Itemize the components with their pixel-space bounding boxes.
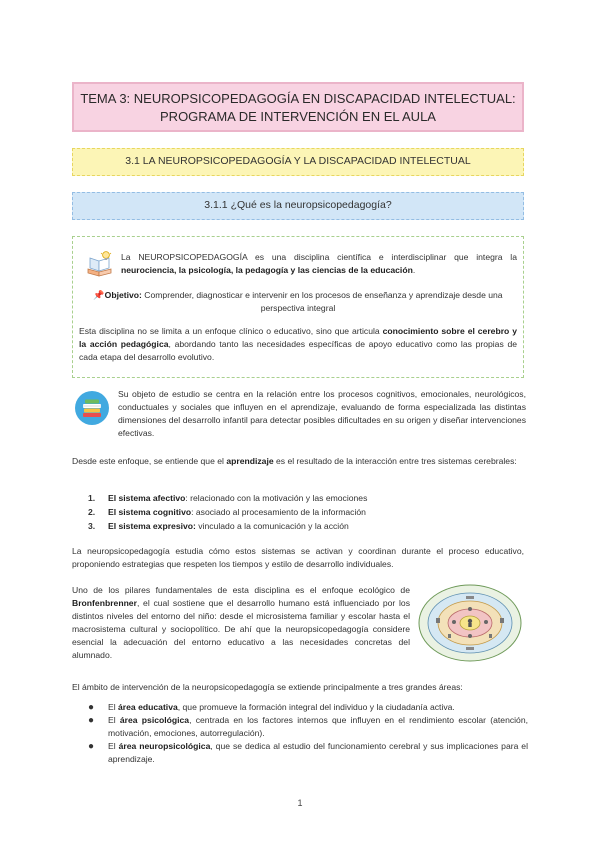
chapter-title-line1: TEMA 3: NEUROPSICOPEDAGOGÍA EN DISCAPACIDAD INTELECTUAL: xyxy=(80,91,516,106)
page-number: 1 xyxy=(297,798,303,808)
definition-text: La NEUROPSICOPEDAGOGÍA es una disciplina científica e interdisciplinar que integra la neurociencia, la psicología, la pedagogía y las ciencias de la educación. xyxy=(121,252,517,275)
ecological-model-diagram xyxy=(418,584,522,662)
book-idea-icon xyxy=(85,249,115,279)
bronfenbrenner-paragraph: Uno de los pilares fundamentales de esta disciplina es el enfoque ecológico de Bronfenbrenner, el cual sostiene que el desarrollo humano está influenciado por los distintos niveles del entorno del niño: desde el microsistema familiar y escolar hasta el macrosistema cultural y sociopolítico. De ahí que la neuropsicopedagogía considere esencial la adecuación del entorno educativo a las necesidades concretas del alumnado. xyxy=(72,585,410,660)
object-of-study-paragraph: Su objeto de estudio se centra en la relación entre los procesos cognitivos, emocionales, neurológicos, conductuales y sociales que influyen en el aprendizaje, evaluando de forma especializada las distintas dimensiones del desarrollo infantil para detectar posibles dificultades en su origen y diseñar intervenciones efectivas. xyxy=(118,389,526,438)
list-item: 3. El sistema expresivo: vinculado a la comunicación y la acción xyxy=(88,521,349,531)
study-paragraph: La neuropsicopedagogía estudia cómo estos sistemas se activan y coordinan durante el proceso educativo, proponiendo estrategias que respeten los tiempos y estilo de desarrollo individuales. xyxy=(72,546,524,569)
intervention-areas-list xyxy=(88,701,528,766)
bullet-icon: ● xyxy=(88,715,95,726)
books-stack-icon xyxy=(74,390,110,426)
list-item: ● El área educativa, que promueve la formación integral del individuo y la ciudadanía activa. xyxy=(88,702,455,713)
list-item: 1. El sistema afectivo: relacionado con la motivación y las emociones xyxy=(88,493,368,503)
list-item: 2. El sistema cognitivo: asociado al procesamiento de la información xyxy=(88,507,366,517)
bullet-icon: ● xyxy=(88,702,95,713)
subsection-heading: 3.1.1 ¿Qué es la neuropsicopedagogía? xyxy=(72,192,524,220)
list-item: ● El área neuropsicológica, que se dedica al estudio del funcionamiento cerebral y sus implicaciones para el aprendizaje. xyxy=(88,741,528,764)
articulation-text: Esta disciplina no se limita a un enfoque clínico o educativo, sino que articula conocimiento sobre el cerebro y la acción pedagógica, abordando tanto las necesidades específicas de apoyo educativo como las propias de cada etapa del desarrollo evolutivo. xyxy=(79,326,517,362)
section-heading: 3.1 LA NEUROPSICOPEDAGOGÍA Y LA DISCAPACIDAD INTELECTUAL xyxy=(72,148,524,176)
list-item: ● El área psicológica, centrada en los factores internos que influyen en el rendimiento escolar (atención, motivación, emociones, autorregulación). xyxy=(88,715,528,738)
pushpin-icon: 📌 xyxy=(93,290,105,300)
areas-intro-paragraph: El ámbito de intervención de la neuropsicopedagogía se extiende principalmente a tres grandes áreas: xyxy=(72,682,463,692)
objective-text: 📌Objetivo: Comprender, diagnosticar e intervenir en los procesos de enseñanza y aprendizaje desde una perspectiva integral xyxy=(93,290,503,313)
definition-box xyxy=(72,236,524,378)
chapter-title-box xyxy=(72,82,524,132)
brain-systems-list xyxy=(88,491,508,533)
bullet-icon: ● xyxy=(88,741,95,752)
chapter-title-line2: PROGRAMA DE INTERVENCIÓN EN EL AULA xyxy=(160,109,436,124)
learning-paragraph: Desde este enfoque, se entiende que el aprendizaje es el resultado de la interacción entre tres sistemas cerebrales: xyxy=(72,456,517,466)
